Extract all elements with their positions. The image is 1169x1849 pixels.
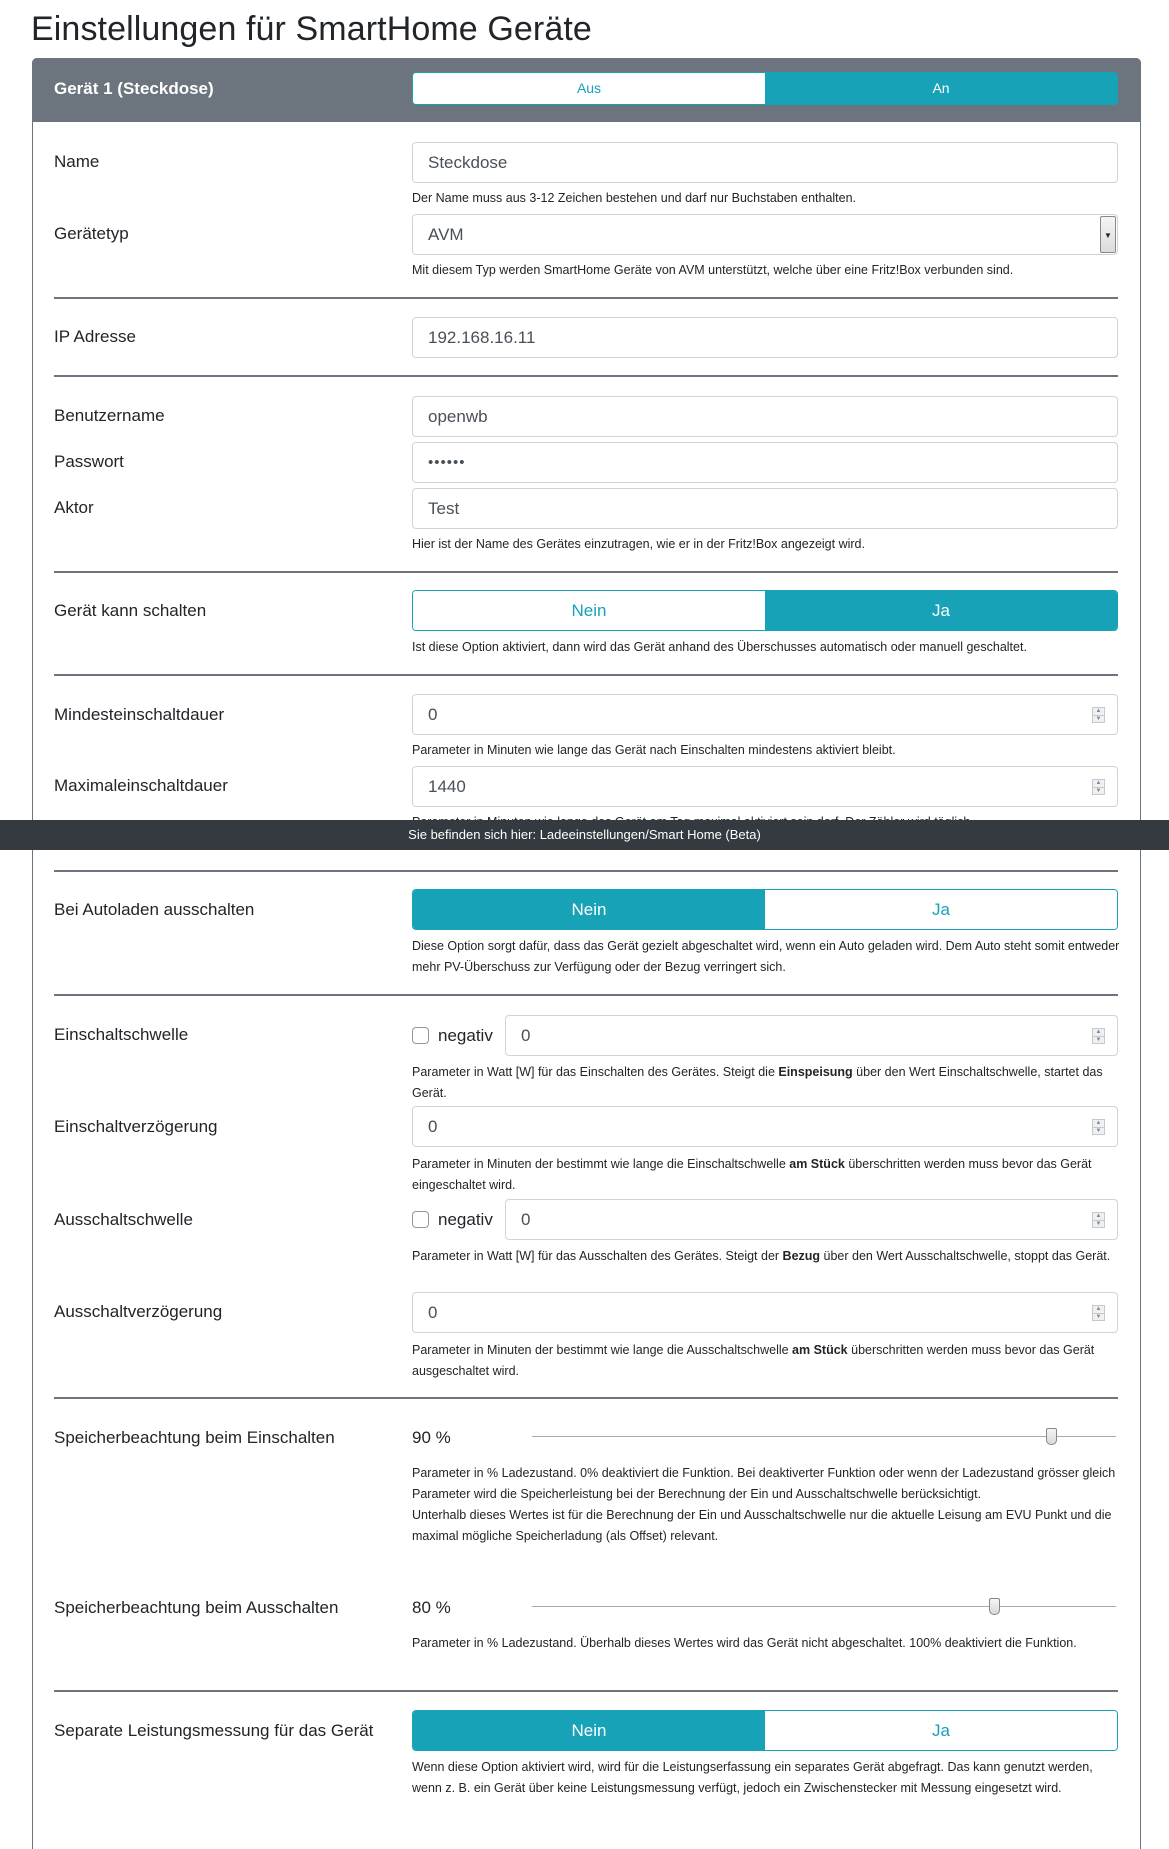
- storage-on-help: Parameter in % Ladezustand. 0% deaktiviert die Funktion. Bei deaktiverter Funktion oder wenn der Ladezustand grösser gleich Parameter wird die Speicherleistung bei der Berechnung der Ein und Ausschaltschwelle berücksichtigt. Unterhalb dieses Wertes ist für die Berechnung der Ein und Ausschaltschwelle nur die aktuelle Leisung am EVU Punkt und die maximal mögliche Speicherladung (als Offset) relevant.: [412, 1466, 1116, 1543]
- min-on-value: 0: [428, 705, 438, 724]
- name-label: Name: [54, 152, 100, 171]
- device-type-help: Mit diesem Typ werden SmartHome Geräte von AVM unterstützt, welche über eine Fritz!Box verbunden sind.: [412, 263, 1014, 277]
- off-on-car-label: Bei Autoladen ausschalten: [54, 900, 255, 919]
- off-on-car-no-button[interactable]: Nein: [413, 890, 765, 929]
- off-delay-help: Parameter in Minuten der bestimmt wie lange die Ausschaltschwelle am Stück überschritten werden muss bevor das Gerät ausgeschaltet wird.: [412, 1343, 1095, 1378]
- off-threshold-input[interactable]: [505, 1199, 1118, 1240]
- spinner-icon[interactable]: ▲ ▼: [1092, 1028, 1105, 1044]
- off-threshold-negative-checkbox[interactable]: [412, 1211, 429, 1228]
- spinner-icon[interactable]: ▲ ▼: [1092, 779, 1105, 795]
- storage-off-help: Parameter in % Ladezustand. Überhalb dieses Wertes wird das Gerät nicht abgeschaltet. 100% deaktiviert die Funktion.: [412, 1636, 1077, 1650]
- storage-off-label: Speicherbeachtung beim Ausschalten: [54, 1598, 339, 1617]
- off-threshold-negative[interactable]: [412, 1199, 493, 1240]
- username-input[interactable]: openwb: [412, 396, 1118, 437]
- can-switch-toggle: [412, 590, 1118, 631]
- device-type-value: AVM: [428, 225, 464, 244]
- min-on-label: Mindesteinschaltdauer: [54, 705, 225, 724]
- chevron-down-icon[interactable]: ▼: [1100, 216, 1116, 253]
- on-threshold-help: Parameter in Watt [W] für das Einschalten des Gerätes. Steigt die Einspeisung über den Wert Einschaltschwelle, startet das Gerät.: [412, 1065, 1103, 1100]
- ip-input[interactable]: 192.168.16.11: [412, 317, 1118, 358]
- name-input[interactable]: Steckdose: [412, 142, 1118, 183]
- spinner-icon[interactable]: ▲ ▼: [1092, 707, 1105, 723]
- power-on-button[interactable]: An: [765, 73, 1117, 104]
- off-delay-label: Ausschaltverzögerung: [54, 1302, 223, 1321]
- separate-meter-help: Wenn diese Option aktiviert wird, wird für die Leistungserfassung ein separates Gerät abgefragt. Das kann genutzt werden, wenn z. B. ein Gerät über keine Leistungsmessung verfügt, jedoch ein Zwischenstecker mit Messung eingesetzt wird.: [412, 1760, 1093, 1795]
- device-panel-header: [32, 58, 1141, 122]
- max-on-label: Maximaleinschaltdauer: [54, 776, 228, 795]
- on-delay-input[interactable]: [412, 1106, 1118, 1147]
- divider: [54, 1690, 1118, 1692]
- separate-meter-toggle: [412, 1710, 1118, 1751]
- actor-label: Aktor: [54, 498, 94, 517]
- separate-meter-label: Separate Leistungsmessung für das Gerät: [54, 1721, 374, 1740]
- on-delay-help: Parameter in Minuten der bestimmt wie lange die Einschaltschwelle am Stück überschritten werden muss bevor das Gerät eingeschaltet wird.: [412, 1157, 1092, 1192]
- off-delay-input[interactable]: [412, 1292, 1118, 1333]
- on-threshold-label: Einschaltschwelle: [54, 1025, 189, 1044]
- actor-input[interactable]: Test: [412, 488, 1118, 529]
- password-input[interactable]: ••••••: [412, 442, 1118, 483]
- max-on-input[interactable]: [412, 766, 1118, 807]
- on-delay-value: 0: [428, 1117, 438, 1136]
- power-off-button[interactable]: Aus: [413, 73, 765, 104]
- on-threshold-negative-label: negativ: [438, 1025, 493, 1045]
- on-threshold-negative[interactable]: [412, 1015, 493, 1056]
- off-threshold-negative-label: negativ: [438, 1209, 493, 1229]
- page-title: Einstellungen für SmartHome Geräte: [31, 10, 592, 48]
- off-on-car-help: Diese Option sorgt dafür, dass das Gerät gezielt abgeschaltet wird, wenn ein Auto geladen wird. Dem Auto steht somit entweder mehr PV-Überschuss zur Verfügung oder der Bezug verringert sich.: [412, 939, 1120, 974]
- spinner-icon[interactable]: ▲ ▼: [1092, 1119, 1105, 1135]
- off-threshold-value: 0: [521, 1210, 531, 1229]
- device-type-label: Gerätetyp: [54, 224, 129, 243]
- storage-off-slider-thumb[interactable]: [989, 1598, 1000, 1615]
- off-on-car-yes-button[interactable]: Ja: [765, 890, 1117, 929]
- min-on-help: Parameter in Minuten wie lange das Gerät nach Einschalten mindestens aktiviert bleibt.: [412, 743, 896, 757]
- spinner-icon[interactable]: ▲ ▼: [1092, 1305, 1105, 1321]
- storage-on-slider-thumb[interactable]: [1046, 1428, 1057, 1445]
- storage-on-value: 90 %: [412, 1428, 451, 1447]
- divider: [54, 375, 1118, 377]
- divider: [54, 870, 1118, 872]
- device-power-toggle: [412, 72, 1118, 105]
- storage-on-label: Speicherbeachtung beim Einschalten: [54, 1428, 335, 1447]
- can-switch-help: Ist diese Option aktiviert, dann wird das Gerät anhand des Überschusses automatisch oder manuell geschaltet.: [412, 640, 1027, 654]
- breadcrumb-bar: Sie befinden sich hier: Ladeeinstellungen/Smart Home (Beta): [0, 820, 1169, 850]
- can-switch-no-button[interactable]: Nein: [413, 591, 765, 630]
- off-on-car-toggle: [412, 889, 1118, 930]
- separate-meter-yes-button[interactable]: Ja: [765, 1711, 1117, 1750]
- divider: [54, 297, 1118, 299]
- on-threshold-negative-checkbox[interactable]: [412, 1027, 429, 1044]
- name-help: Der Name muss aus 3-12 Zeichen bestehen und darf nur Buchstaben enthalten.: [412, 191, 857, 205]
- min-on-input[interactable]: [412, 694, 1118, 735]
- password-label: Passwort: [54, 452, 124, 471]
- divider: [54, 994, 1118, 996]
- on-delay-label: Einschaltverzögerung: [54, 1117, 218, 1136]
- off-threshold-label: Ausschaltschwelle: [54, 1210, 193, 1229]
- on-threshold-value: 0: [521, 1026, 531, 1045]
- max-on-value: 1440: [428, 777, 466, 796]
- can-switch-yes-button[interactable]: Ja: [765, 591, 1117, 630]
- actor-help: Hier ist der Name des Gerätes einzutragen, wie er in der Fritz!Box angezeigt wird.: [412, 537, 865, 551]
- ip-label: IP Adresse: [54, 327, 136, 346]
- divider: [54, 674, 1118, 676]
- username-label: Benutzername: [54, 406, 165, 425]
- device-type-select[interactable]: [412, 214, 1118, 255]
- divider: [54, 571, 1118, 573]
- storage-on-slider[interactable]: [532, 1436, 1116, 1437]
- off-threshold-help: Parameter in Watt [W] für das Ausschalten des Gerätes. Steigt der Bezug über den Wert Ausschaltschwelle, stoppt das Gerät.: [412, 1249, 1111, 1263]
- storage-off-value: 80 %: [412, 1598, 451, 1617]
- separate-meter-no-button[interactable]: Nein: [413, 1711, 765, 1750]
- spinner-icon[interactable]: ▲ ▼: [1092, 1212, 1105, 1228]
- can-switch-label: Gerät kann schalten: [54, 601, 207, 620]
- device-title: Gerät 1 (Steckdose): [54, 79, 214, 98]
- off-delay-value: 0: [428, 1303, 438, 1322]
- divider: [54, 1397, 1118, 1399]
- on-threshold-input[interactable]: [505, 1015, 1118, 1056]
- storage-off-slider[interactable]: [532, 1606, 1116, 1607]
